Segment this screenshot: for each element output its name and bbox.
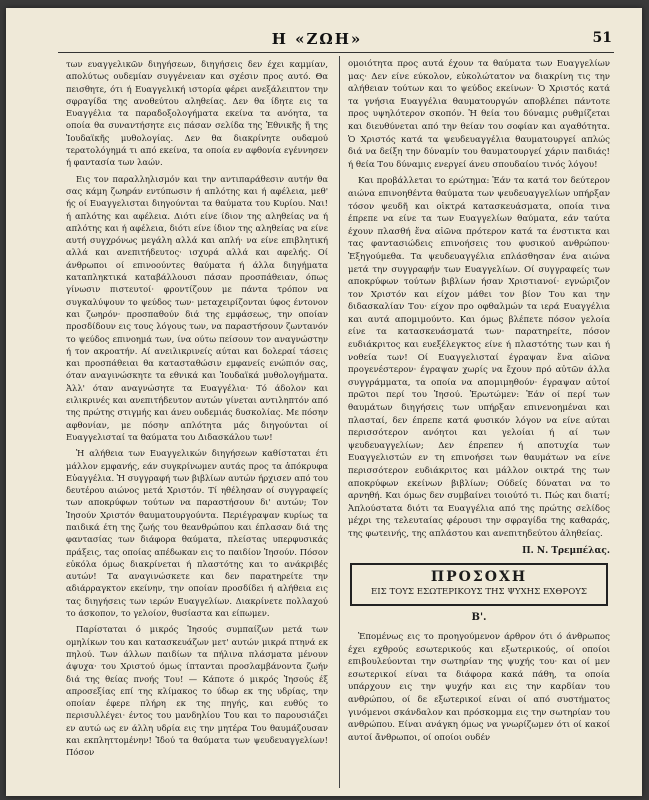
masthead-title: Η «ΖΩΗ» [271,30,363,48]
paragraph: Εις τον παραλληλισμόν και την αντιπαράθεσιν αυτήν θα σας κάμη ζωηράν εντύπωσιν ή απλότης και ή αφέλεια, μεθ' ής οί Ευαγγελισται διηγούνται τα θαύματα του Κυρίου. Ναι! ή απλότης και αφέλεια. Διότι είνε ίδιον της αληθείας να ή απλότης και ή αφέλεια, διότι είνε ίδιον της αληθείας να είνε αυτή συγχρόνως μεγάλη αλλά και απλή· να είνε επιβλητική αλλά και ανεπιτήδευτος· ισχυρά αλλά και αφελής. Οί άνθρωποι οί επινοούντες θαύματα ή άλλα διηγήματα καταπληκτικά καταβάλλουσι πάσαν προσπάθειαν, όπως γίνωσιν πιστευτοί· φροντίζουν με πάντα τρόπον να συγκαλύψουν το ψεύδος των· μεταχειρίζονται ύφος έντονον και ζωηρόν· προσπαθούν διά της εμφάσεως, την οποίαν προσδίδουν εις τους λόγους των, να παραστήσουν ζωντανόν το ψεύδος επινοημά των, ίνα ούτω πείσουν τον αναγνώστην ή τον ακροατήν. Αί ανειλικρινείς αύται και δολεραί τάσεις και προσπάθειαι θα κατασταθώσιν εμφανείς ενώπιόν σας, όταν αναγινώσκητε τα εθνικά και Ἰουδαϊκά μυθολογήματα. Ἀλλ' όταν αναγνώσητε τα Ευαγγέλια· Τό άδολον και ειλικρινές και ανεπιτήδευτον αυτών γίνεται αντιληπτόν από της πρώτης στιγμής και άνευ ουδεμιάς δυσκολίας. Με πόσην αφθονίαν, με πόσην απλότητα μάς διηγούνται οί Ευαγγελισταί τα θαύματα του Διδασκάλου των! [66,173,328,442]
header-rule [58,52,614,53]
right-column [348,58,610,748]
page-number: 51 [592,30,612,46]
page-header [52,30,612,50]
article-title: ΠΡΟΣΟΧΗ [430,569,528,586]
paragraph: των ευαγγελικῶν διηγήσεων, διηγήσεις δεν έχει καμμίαν, απολύτως ουδεμίαν συγγένειαν και σχέσιν προς αυτό. Θα πεισθητε, ότι ή Ευαγγελική ιστορία φέρει ανεξάλειπτον την σφραγίδα της ανοθεύτου αληθείας. Δεν θα ίδητε εις τα Ευαγγέλια τα παραδοξολογήματα εκείνα τα ανόητα, τα οποία θα συναντήσητε εις πάσαν σελίδα της Ἐθνικῆς ἤ της Ἰουδαϊκῆς μυθολογίας. Δεν θα διακρίνητε ουδαμού τερατολόγημά τι από εκείνα, τα οποία εν αφθονία εγέννησεν ή φαντασία των λαών. [66,59,328,168]
author-signature: Π. Ν. Τρεμπέλας. [522,545,610,556]
article-title-box [350,563,608,606]
newspaper-page [6,8,642,796]
column-divider [339,56,340,788]
paragraph: Ἡ αλήθεια των Ευαγγελικών διηγήσεων καθίσταται έτι μάλλον εμφανής, εάν συγκρίνωμεν αυτάς προς τα ἀπόκρυφα Εὐαγγέλια. Ἡ συγγραφή των βιβλίων αυτών ήρχισεν από του δευτέρου αιώνος μετά Χριστόν. Τί ηθέλησαν οί συγγραφείς των αποκρύφων τούτων να παραστήσουν δι' αυτών; Τον Ἰησούν Χριστόν θαυματουργούντα. Περιέγραψαν κυρίως τα παιδικά έτη της ζωής του θεανθρώπου και έπλασαν διά της φαντασίας των διάφορα θαύματα, πλείστας υπερφυσικάς πράξεις, τας οποίας απέδωκαν εις το παιδίον Ἰησούν. Πόσον εὐκόλα όμως διακρίνεται ή πλαστότης και το ανάκριβές αυτών! Τα αναγινώσκετε και δεν παρατηρείτε την αδιάρραγκτον εκείνην, την οποίαν προσδίδει ή αλήθεια εις τας διηγήσεις των ιερών Ευαγγελίων. Διακρίνετε πολλαχού το άσκοπον, το γελοίον, θυσίαστα και είπωμεν. [66,448,328,619]
paragraph: Και προβάλλεται το ερώτημα: Ἐάν τα κατά τον δεύτερον αιώνα επινοηθέντα θαύματα των ψευδευαγγελίων υπήρξαν τόσον ψευδῆ και οἰκτρά κατασκευάσματα, οποία τινα έπρεπε να είνε τα των Ευαγγελίων θαύματα, εάν ταύτα έχουν πλασθή ἕνα αἰῶνα πρότερον κατά τα ένστικτα και τας φαντασιώδεις επινοήσεις του φυσικού ανθρώπου· Ἐξηγούμεθα. Τα ψευδευαγγέλια επλάσθησαν ένα αιώνα μετά την συγγραφήν των Ευαγγελίων. Οί συγγραφείς των αποκρύφων τούτων βιβλίων ήσαν Χριστιανοί· εγνώριζον τον Χριστόν και είχον μάθει τον βίον Του και την διδασκαλίαν Του· είχον προ οφθαλμών τα ιερά Ευαγγέλια και αυτά απομιμούντο. Και όμως βλέπετε πόσον γελοία είνε τα κατασκευάσματά των· παρατηρείτε, πόσον ευδιάκριτος και ευεξέλεγκτος είνε ή πλαστότης των και ή νοθεία των! Οί Ευαγγελισταί έγραψαν ἕνα αἰῶνα προγενέστερον· έγραψαν χωρίς να ἔχουν πρό αὐτῶν άλλα συγγράμματα, τα οποία να απομιμηθούν· έγραψαν αὐτοί πρῶτοι περί του Ἰησού. Ἐρωτώμεν: Ἐάν οί περί των θαυμάτων διηγήσεις των υπήρξαν επινενοημέναι και πλασταί, δεν έπρεπε κατά φυσικόν λόγον να είνε αύται περισσότερον ανόητοι και γελοίαι ή αί των ψευδευαγγελίων; Δεν έπρεπεν ή αποτυχία των Ευαγγελιστών εν τη επινοήσει των θαυμάτων να είνε περισσότερον ευδιάκριτος και μάλλον οικτρά της των αποκρύφων εκείνων βιβλίων; Ούδείς δύναται να το αρνηθή. Και όμως δεν συμβαίνει τοιούτό τι. Πώς και διατί; Ἀπλούστατα διότι τα Ευαγγέλια από της πρώτης σελίδος μέχρι της τελευταίας φέρουσι την σφραγίδα της καθαράς, της φωτεινής, της απλάστου και ανεπιτηδεύτου ἀληθείας. [348,176,610,539]
paragraph: Παρίσταται ό μικρός Ἰησούς συμπαίζων μετά των ομηλίκων του και κατασκευάζων μετ' αυτών μικρά πτηνά εκ πηλού. Των άλλων παιδίων τα πήλινα πλάσματα μένουν άψυχα· του Χριστού όμως ίπτανται προσλαμβάνοντα ζωήν διά της θείας πνοής Του! — Κάποτε ό μικρός Ἰησούς έξ απροσεξίας επί της κλίμακος το ύδωρ εκ της υδρίας, την οποίαν έφερε πλήρη εκ της πηγής, και ευθύς το περισυλλέγει· έντος του μανδηλίου Του και το παρουσιάζει εν αυτώ ως εν άλλη υδρία εις την μητέρα Του θαυμάζουσαν και εκπληττομένην! Ἰδού τα θαύματα των ψευδευαγγελίων! Πόσον [66,624,328,758]
section-marker: Β'. [471,612,487,624]
article-subtitle: ΕΙΣ ΤΟΥΣ ΕΣΩΤΕΡΙΚΟΥΣ ΤΗΣ ΨΥΧΗΣ ΕΧΘΡΟΥΣ [370,586,587,597]
paragraph: ομοιότητα προς αυτά έχουν τα θαύματα των Ευαγγελίων μας· Δεν είνε εύκολον, εὐκολώτατον να διακρίνη τις την αλήθειαν τούτων και το ψεύδος εκείνων· Ὁ Χριστός κατά τα γνήσια Ευαγγέλια θαυματουργών αποβλέπει πάντοτε προς υψηλότερον σκοπόν. Ἡ θεία του δύναμις ρυθμίζεται και διευθύνεται από την θείαν του σοφίαν και αγαθότητα. Ὁ Χριστός κατά τα ψευδευαγγέλια θαυματουργεί απλώς διά να δείξη την δύναμίν του θαυματουργεί χάριν παιδιάς! ή θεία Του δύναμις ενεργεί άνευ σπουδαίου τινός λόγου! [348,59,610,170]
paragraph: Ἐπομένως εις το προηγούμενον άρθρον ότι ό άνθρωπος έχει εχθρούς εσωτερικούς και εξωτερικούς, οί οποίοι επιβουλεύονται την σωτηρίαν της ψυχής του· και οί μεν εσωτερικοί είναι τα διάφορα κακά πάθη, τα οποία υπάρχουν εις την ψυχήν και εις την καρδίαν του ανθρώπου, οί δε εξωτερικοί είναι οί από συστήματος γινόμενοι σκάνδαλον και πρόσκομμα εις την σωτηρίαν του ανθρώπου. Είναι ανάγκη όμως να γνωρίζωμεν ότι οί κακοί αυτοί ἄνθρωποι, οί οποίοι ουδέν [348,631,610,743]
left-column [66,58,328,763]
